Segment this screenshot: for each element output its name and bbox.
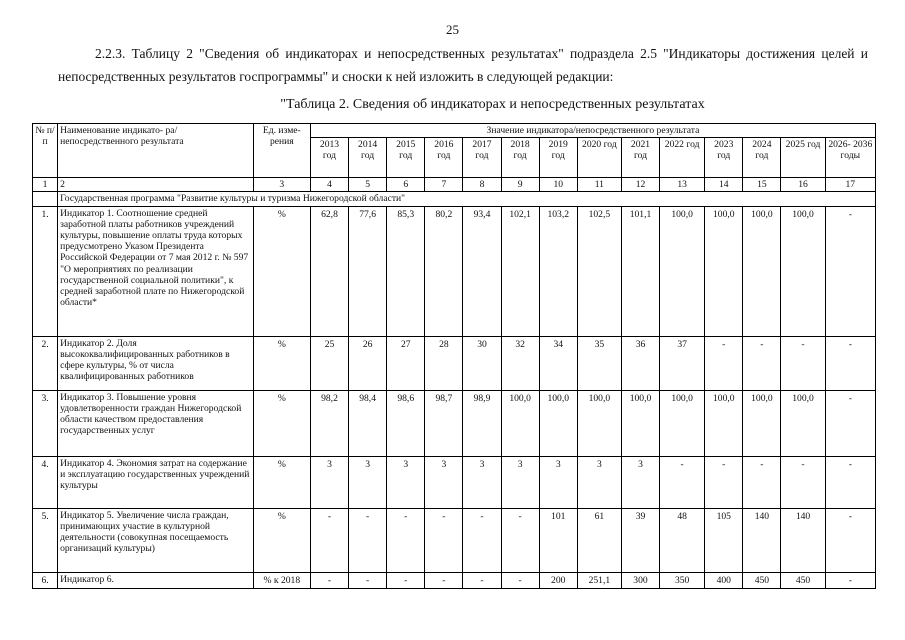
- value-cell: 3: [577, 456, 621, 508]
- value-cell: 98,7: [425, 390, 463, 456]
- row-number: 1.: [33, 206, 58, 336]
- value-cell: 98,4: [349, 390, 387, 456]
- column-numbers-row: [33, 178, 876, 192]
- value-cell: -: [463, 508, 501, 572]
- value-cell: 98,9: [463, 390, 501, 456]
- indicator-name: Индикатор 1. Соотношение средней заработной платы работников учреждений культуры, повышение оплаты труда которых предусмотрено Указом Президента Российской Федерации от 7 мая 2012 г. № 597 "О мероприятиях по реализации государственной социальной политики", к средней заработной плате по Нижегородской области*: [58, 206, 254, 336]
- value-cell: 35: [577, 336, 621, 390]
- header-year: 2025 год: [781, 138, 825, 178]
- indicator-name: Индикатор 6.: [58, 572, 254, 588]
- row-number: 5.: [33, 508, 58, 572]
- value-cell: 3: [621, 456, 659, 508]
- value-cell: -: [743, 336, 781, 390]
- value-cell: 3: [463, 456, 501, 508]
- value-cell: -: [501, 572, 539, 588]
- indicator-name: Индикатор 2. Доля высококвалифицированных работников в сфере культуры, % от числа квалифицированных работников: [58, 336, 254, 390]
- value-cell: -: [825, 206, 875, 336]
- table-row: [33, 508, 876, 572]
- value-cell: 100,0: [743, 206, 781, 336]
- table-row: [33, 336, 876, 390]
- value-cell: 3: [387, 456, 425, 508]
- header-row: [33, 124, 876, 138]
- value-cell: -: [781, 456, 825, 508]
- col-number: 3: [253, 178, 310, 192]
- header-value-group: Значение индикатора/непосредственного результата: [310, 124, 875, 138]
- value-cell: 98,2: [310, 390, 348, 456]
- value-cell: -: [743, 456, 781, 508]
- value-cell: 103,2: [539, 206, 577, 336]
- value-cell: 27: [387, 336, 425, 390]
- header-year: 2020 год: [577, 138, 621, 178]
- value-cell: 350: [660, 572, 705, 588]
- value-cell: 3: [349, 456, 387, 508]
- indicator-name: Индикатор 4. Экономия затрат на содержание и эксплуатацию государственных учреждений культуры: [58, 456, 254, 508]
- value-cell: 36: [621, 336, 659, 390]
- value-cell: 100,0: [743, 390, 781, 456]
- value-cell: -: [660, 456, 705, 508]
- table-row: [33, 390, 876, 456]
- value-cell: -: [387, 572, 425, 588]
- col-number: 12: [621, 178, 659, 192]
- table-row: [33, 572, 876, 588]
- value-cell: 102,1: [501, 206, 539, 336]
- value-cell: 100,0: [621, 390, 659, 456]
- value-cell: 100,0: [577, 390, 621, 456]
- value-cell: 100,0: [501, 390, 539, 456]
- unit-cell: % к 2018: [253, 572, 310, 588]
- value-cell: 62,8: [310, 206, 348, 336]
- header-year: 2022 год: [660, 138, 705, 178]
- row-number: 3.: [33, 390, 58, 456]
- value-cell: 450: [781, 572, 825, 588]
- value-cell: 100,0: [539, 390, 577, 456]
- value-cell: 98,6: [387, 390, 425, 456]
- col-number: 7: [425, 178, 463, 192]
- value-cell: 61: [577, 508, 621, 572]
- col-number: 14: [705, 178, 743, 192]
- unit-cell: %: [253, 456, 310, 508]
- col-number: 4: [310, 178, 348, 192]
- value-cell: 450: [743, 572, 781, 588]
- program-title-row: [33, 192, 876, 206]
- header-year: 2021 год: [621, 138, 659, 178]
- value-cell: 26: [349, 336, 387, 390]
- value-cell: 100,0: [705, 206, 743, 336]
- header-year: 2017 год: [463, 138, 501, 178]
- value-cell: 25: [310, 336, 348, 390]
- value-cell: 3: [310, 456, 348, 508]
- value-cell: 77,6: [349, 206, 387, 336]
- header-num: № п/п: [33, 124, 58, 178]
- value-cell: 105: [705, 508, 743, 572]
- col-number: 13: [660, 178, 705, 192]
- col-number: 16: [781, 178, 825, 192]
- value-cell: 100,0: [660, 390, 705, 456]
- value-cell: -: [501, 508, 539, 572]
- table-row: [33, 206, 876, 336]
- col-number: 11: [577, 178, 621, 192]
- value-cell: -: [705, 336, 743, 390]
- indicator-name: Индикатор 3. Повышение уровня удовлетворенности граждан Нижегородской области качеством предоставления государственных услуг: [58, 390, 254, 456]
- value-cell: 3: [539, 456, 577, 508]
- value-cell: 85,3: [387, 206, 425, 336]
- unit-cell: %: [253, 390, 310, 456]
- table-caption: "Таблица 2. Сведения об индикаторах и непосредственных результатах: [280, 97, 705, 112]
- program-title: Государственная программа "Развитие культуры и туризма Нижегородской области": [58, 192, 876, 206]
- value-cell: -: [310, 508, 348, 572]
- value-cell: -: [825, 390, 875, 456]
- unit-cell: %: [253, 336, 310, 390]
- value-cell: 251,1: [577, 572, 621, 588]
- value-cell: 32: [501, 336, 539, 390]
- col-number: 6: [387, 178, 425, 192]
- header-year: 2019 год: [539, 138, 577, 178]
- value-cell: -: [425, 508, 463, 572]
- header-year: 2024 год: [743, 138, 781, 178]
- col-number: 2: [58, 178, 254, 192]
- value-cell: 101,1: [621, 206, 659, 336]
- header-year: 2023 год: [705, 138, 743, 178]
- value-cell: 100,0: [705, 390, 743, 456]
- value-cell: -: [349, 508, 387, 572]
- value-cell: -: [705, 456, 743, 508]
- row-number: 2.: [33, 336, 58, 390]
- value-cell: -: [310, 572, 348, 588]
- value-cell: -: [425, 572, 463, 588]
- value-cell: -: [463, 572, 501, 588]
- value-cell: 100,0: [781, 206, 825, 336]
- col-number: 9: [501, 178, 539, 192]
- value-cell: -: [349, 572, 387, 588]
- col-number: 17: [825, 178, 875, 192]
- header-year: 2026- 2036 годы: [825, 138, 875, 178]
- indicator-name: Индикатор 5. Увеличение числа граждан, принимающих участие в культурной деятельности (совокупная посещаемость организаций культуры): [58, 508, 254, 572]
- empty-cell: [33, 192, 58, 206]
- value-cell: 3: [501, 456, 539, 508]
- header-year: 2015 год: [387, 138, 425, 178]
- value-cell: 140: [781, 508, 825, 572]
- col-number: 8: [463, 178, 501, 192]
- table-row: [33, 456, 876, 508]
- value-cell: -: [825, 456, 875, 508]
- value-cell: 28: [425, 336, 463, 390]
- value-cell: 200: [539, 572, 577, 588]
- value-cell: 80,2: [425, 206, 463, 336]
- value-cell: 48: [660, 508, 705, 572]
- header-year: 2018 год: [501, 138, 539, 178]
- header-year: 2013 год: [310, 138, 348, 178]
- value-cell: 100,0: [660, 206, 705, 336]
- value-cell: 102,5: [577, 206, 621, 336]
- value-cell: 140: [743, 508, 781, 572]
- col-number: 1: [33, 178, 58, 192]
- value-cell: -: [825, 336, 875, 390]
- unit-cell: %: [253, 206, 310, 336]
- value-cell: -: [781, 336, 825, 390]
- value-cell: 30: [463, 336, 501, 390]
- header-name: Наименование индикато- ра/непосредственного результата: [58, 124, 254, 178]
- row-number: 4.: [33, 456, 58, 508]
- header-unit: Ед. изме- рения: [253, 124, 310, 178]
- value-cell: 3: [425, 456, 463, 508]
- unit-cell: %: [253, 508, 310, 572]
- header-year: 2016 год: [425, 138, 463, 178]
- col-number: 5: [349, 178, 387, 192]
- value-cell: 37: [660, 336, 705, 390]
- col-number: 10: [539, 178, 577, 192]
- page-number: 25: [446, 22, 459, 37]
- value-cell: -: [825, 572, 875, 588]
- value-cell: 101: [539, 508, 577, 572]
- value-cell: 300: [621, 572, 659, 588]
- value-cell: 100,0: [781, 390, 825, 456]
- value-cell: 34: [539, 336, 577, 390]
- value-cell: -: [825, 508, 875, 572]
- col-number: 15: [743, 178, 781, 192]
- amendment-paragraph: 2.2.3. Таблицу 2 "Сведения об индикаторах и непосредственных результатах" подраздела 2.5 "Индикаторы достижения целей и непосредственных результатов госпрограммы" и сноски к ней изложить в следующей редакции:: [58, 46, 868, 84]
- value-cell: 93,4: [463, 206, 501, 336]
- value-cell: -: [387, 508, 425, 572]
- value-cell: 39: [621, 508, 659, 572]
- row-number: 6.: [33, 572, 58, 588]
- indicators-table: [32, 123, 876, 589]
- header-year: 2014 год: [349, 138, 387, 178]
- value-cell: 400: [705, 572, 743, 588]
